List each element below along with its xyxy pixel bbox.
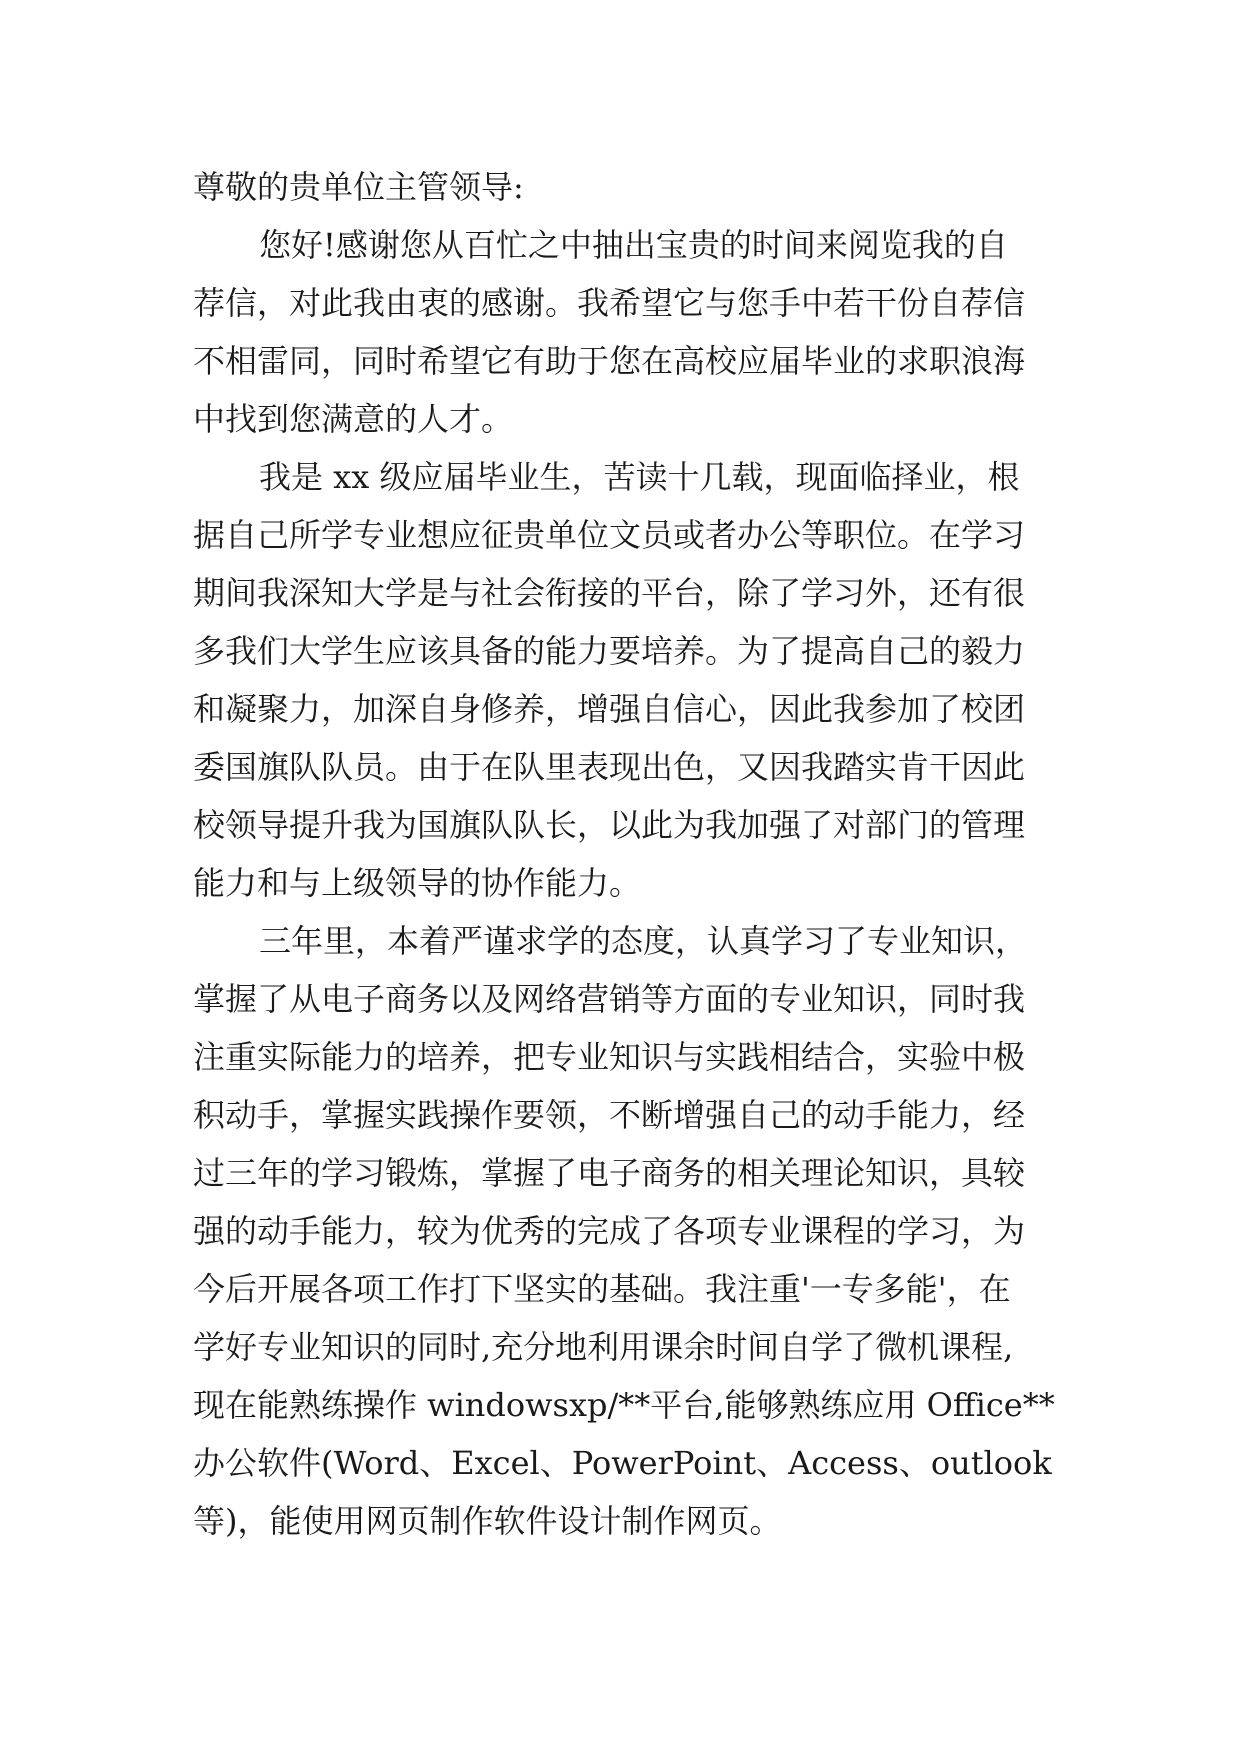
text-line: 期间我深知大学是与社会衔接的平台，除了学习外，还有很 — [193, 574, 1026, 612]
text-line: 多我们大学生应该具备的能力要培养。为了提高自己的毅力 — [193, 632, 1026, 670]
cover-letter-body — [193, 158, 1053, 1550]
text-line: 今后开展各项工作打下坚实的基础。我注重'一专多能'，在 — [193, 1270, 1011, 1308]
text-line: 掌握了从电子商务以及网络营销等方面的专业知识，同时我 — [193, 980, 1026, 1018]
paragraph-greeting — [193, 216, 1053, 448]
salutation: 尊敬的贵单位主管领导: — [193, 168, 524, 206]
text-line: 据自己所学专业想应征贵单位文员或者办公等职位。在学习 — [193, 516, 1026, 554]
text-line: 过三年的学习锻炼，掌握了电子商务的相关理论知识，具较 — [193, 1154, 1026, 1192]
text-line: 校领导提升我为国旗队队长，以此为我加强了对部门的管理 — [193, 806, 1026, 844]
text-line: 您好!感谢您从百忙之中抽出宝贵的时间来阅览我的自 — [259, 226, 1008, 264]
text-line: 强的动手能力，较为优秀的完成了各项专业课程的学习，为 — [193, 1212, 1026, 1250]
text-line: 三年里，本着严谨求学的态度，认真学习了专业知识， — [259, 922, 1028, 960]
text-line: 中找到您满意的人才。 — [193, 400, 514, 438]
text-line: 委国旗队队员。由于在队里表现出色，又因我踏实肯干因此 — [193, 748, 1026, 786]
paragraph-introduction — [193, 448, 1053, 912]
text-line: 办公软件(Word、Excel、PowerPoint、Access、outlook — [193, 1444, 1052, 1482]
text-line: 学好专业知识的同时,充分地利用课余时间自学了微机课程, — [193, 1328, 1014, 1366]
text-line: 等)，能使用网页制作软件设计制作网页。 — [193, 1502, 782, 1540]
text-line: 和凝聚力，加深自身修养，增强自信心，因此我参加了校团 — [193, 690, 1026, 728]
text-line: 我是 xx 级应届毕业生，苦读十几载，现面临择业，根 — [259, 458, 1020, 496]
paragraph-skills — [193, 912, 1053, 1550]
text-line: 积动手，掌握实践操作要领，不断增强自己的动手能力，经 — [193, 1096, 1026, 1134]
text-line: 荐信，对此我由衷的感谢。我希望它与您手中若干份自荐信 — [193, 284, 1026, 322]
text-line: 注重实际能力的培养，把专业知识与实践相结合，实验中极 — [193, 1038, 1026, 1076]
text-line: 现在能熟练操作 windowsxp/**平台,能够熟练应用 Office** — [193, 1386, 1055, 1424]
text-line: 能力和与上级领导的协作能力。 — [193, 864, 642, 902]
text-line: 不相雷同，同时希望它有助于您在高校应届毕业的求职浪海 — [193, 342, 1026, 380]
